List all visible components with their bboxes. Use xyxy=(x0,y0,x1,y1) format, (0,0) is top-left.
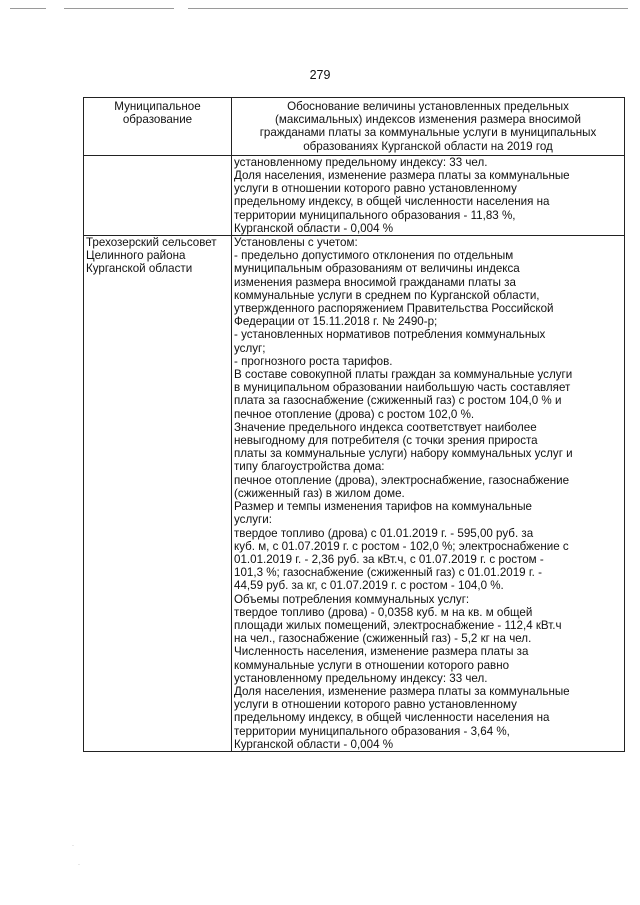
text-line: Доля населения, изменение размера платы за коммунальные xyxy=(234,169,570,183)
scan-edge-line-right xyxy=(188,8,628,9)
text-line: - установленных нормативов потребления коммунальных xyxy=(234,328,546,342)
table-header-row xyxy=(84,98,625,156)
header-justification-text xyxy=(234,100,622,153)
text-line: площади жилых помещений, электроснабжение - 112,4 кВт.ч xyxy=(234,618,562,632)
tariff-justification-table xyxy=(83,97,625,752)
text-line: предельному индексу, в общей численности населения на xyxy=(234,711,550,725)
text-line: образование xyxy=(122,113,193,127)
text-line: Доля населения, изменение размера платы за коммунальные xyxy=(234,684,570,698)
page-number: 279 xyxy=(309,68,331,82)
text-line: 01.01.2019 г. - 2,36 руб. за кВт.ч, с 01.07.2019 г. с ростом - xyxy=(234,552,544,566)
scan-speck: · xyxy=(78,862,80,868)
text-line: плата за газоснабжение (сжиженный газ) с ростом 104,0 % и xyxy=(234,394,562,408)
text-line: на чел., газоснабжение (сжиженный газ) - 5,2 кг на чел. xyxy=(234,632,532,646)
text-line: изменения размера вносимой гражданами платы за xyxy=(234,275,516,289)
text-line: Курганской области - 0,004 % xyxy=(234,737,394,751)
text-line: Обоснование величины установленных предельных xyxy=(287,100,569,113)
text-line: 44,59 руб. за кг, с 01.07.2019 г. с ростом - 104,0 %. xyxy=(234,579,504,593)
text-line: предельному индексу, в общей численности населения на xyxy=(234,195,550,209)
text-line: образованиях Курганской области на 2019 год xyxy=(303,139,553,153)
text-line: Численность населения, изменение размера платы за xyxy=(234,645,529,659)
text-line: Курганской области - 0,004 % xyxy=(234,221,394,235)
text-line: (максимальных) индексов изменения размера вносимой xyxy=(275,113,581,127)
text-line: типу благоустройства дома: xyxy=(234,460,385,474)
justification-cell xyxy=(232,155,625,235)
text-line: 101,3 %; газоснабжение (сжиженный газ) с 01.01.2019 г. - xyxy=(234,566,542,580)
text-line: в муниципальном образовании наибольшую часть составляет xyxy=(234,381,571,395)
header-justification-cell xyxy=(232,98,625,156)
municipality-text xyxy=(86,236,229,276)
text-line: утвержденного распоряжением Правительства Российской xyxy=(234,302,554,316)
text-line: услуги в отношении которого равно установленному xyxy=(234,182,517,196)
text-line: Трехозерский сельсовет xyxy=(86,236,217,250)
text-line: Федерации от 15.11.2018 г. № 2490-р; xyxy=(234,315,438,329)
text-line: куб. м, с 01.07.2019 г. с ростом - 102,0 %; электроснабжение с xyxy=(234,539,569,553)
header-municipality-text xyxy=(86,100,229,126)
text-line: - предельно допустимого отклонения по отдельным xyxy=(234,249,514,263)
scan-speck: · xyxy=(72,843,74,849)
municipality-cell xyxy=(84,236,232,752)
text-line: территории муниципального образования - 11,83 %, xyxy=(234,208,516,222)
text-line: Размер и темпы изменения тарифов на коммунальные xyxy=(234,500,532,514)
table-row xyxy=(84,155,625,235)
text-line: твердое топливо (дрова) - 0,0358 куб. м на кв. м общей xyxy=(234,605,533,619)
text-line: гражданами платы за коммунальные услуги в муниципальных xyxy=(259,126,597,140)
text-line: территории муниципального образования - 3,64 %, xyxy=(234,724,510,738)
text-line: Объемы потребления коммунальных услуг: xyxy=(234,592,470,606)
text-line: услуг; xyxy=(234,341,266,355)
text-line: печное отопление (дрова) с ростом 102,0 %. xyxy=(234,407,475,421)
text-line: услуги в отношении которого равно установленному xyxy=(234,698,517,712)
scan-edge-line-left xyxy=(10,8,46,9)
text-line: Значение предельного индекса соответствует наиболее xyxy=(234,420,537,434)
text-line: твердое топливо (дрова) с 01.01.2019 г. - 595,00 руб. за xyxy=(234,526,534,540)
text-line: установленному предельному индексу: 33 чел. xyxy=(234,671,488,685)
header-municipality-cell xyxy=(84,98,232,156)
text-line: Целинного района xyxy=(86,249,186,263)
text-line: Курганской области xyxy=(86,262,193,276)
text-line: (сжиженный газ) в жилом доме. xyxy=(234,486,405,500)
text-line: Муниципальное xyxy=(114,100,201,113)
text-line: услуги: xyxy=(234,513,272,527)
scan-edge-line-mid xyxy=(64,8,174,9)
text-line: коммунальные услуги в среднем по Курганской области, xyxy=(234,288,540,302)
text-line: печное отопление (дрова), электроснабжение, газоснабжение xyxy=(234,473,570,487)
text-line: В составе совокупной платы граждан за коммунальные услуги xyxy=(234,368,573,382)
text-line: установленному предельному индексу: 33 чел. xyxy=(234,155,488,169)
justification-text xyxy=(234,156,622,235)
text-line: невыгодному для потребителя (с точки зрения прироста xyxy=(234,434,538,448)
table-row xyxy=(84,236,625,752)
text-line: - прогнозного роста тарифов. xyxy=(234,354,393,368)
justification-text xyxy=(234,236,622,751)
text-line: платы за коммунальные услуги) набору коммунальных услуг и xyxy=(234,447,573,461)
justification-cell xyxy=(232,236,625,752)
text-line: Установлены с учетом: xyxy=(234,236,358,250)
text-line: муниципальным образованиям от величины индекса xyxy=(234,262,520,276)
text-line: коммунальные услуги в отношении которого равно xyxy=(234,658,510,672)
municipality-cell xyxy=(84,155,232,235)
